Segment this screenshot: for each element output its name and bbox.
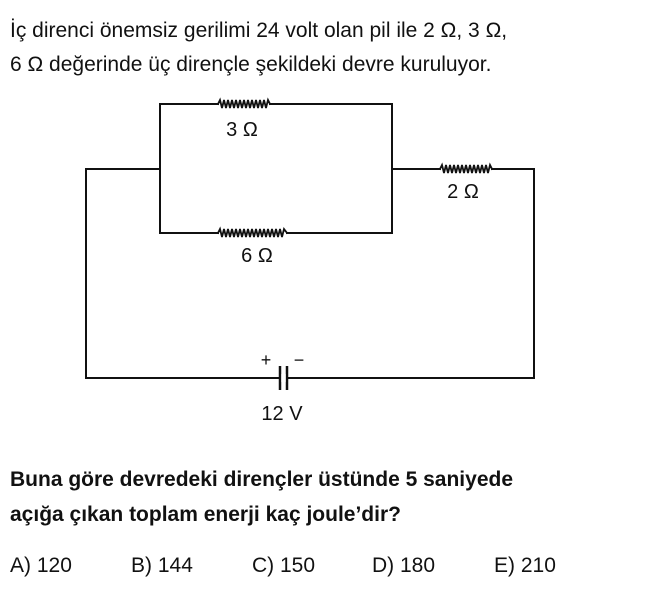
wire-parallel-top	[160, 104, 218, 233]
option-b[interactable]: B) 144	[131, 554, 193, 577]
intro-line-1: İç direnci önemsiz gerilimi 24 volt olan pil ile 2 Ω, 3 Ω,	[10, 19, 508, 42]
prompt-line-1: Buna göre devredeki dirençler üstünde 5 saniyede	[10, 468, 514, 491]
label-2-ohm: 2 Ω	[447, 181, 479, 203]
resistor-3-ohm	[218, 100, 270, 108]
battery-plus-sign: +	[260, 350, 272, 370]
resistor-6-ohm	[218, 229, 287, 237]
option-c[interactable]: C) 150	[252, 554, 316, 577]
wire-right-down	[287, 169, 534, 378]
wire-parallel-right	[270, 104, 392, 233]
wire-left-loop	[86, 169, 278, 378]
battery-minus-sign: −	[293, 350, 305, 370]
option-d[interactable]: D) 180	[372, 554, 436, 577]
intro-line-2: 6 Ω değerinde üç dirençle şekildeki devre kuruluyor.	[10, 53, 492, 76]
question-prompt	[10, 462, 650, 532]
battery-voltage-label: 12 V	[261, 403, 303, 425]
prompt-line-2: açığa çıkan toplam enerji kaç joule’dir?	[10, 503, 401, 526]
label-6-ohm: 6 Ω	[241, 245, 273, 267]
option-e[interactable]: E) 210	[494, 554, 556, 577]
resistor-2-ohm	[440, 165, 492, 173]
option-a[interactable]: A) 120	[10, 554, 72, 577]
label-3-ohm: 3 Ω	[226, 119, 258, 141]
